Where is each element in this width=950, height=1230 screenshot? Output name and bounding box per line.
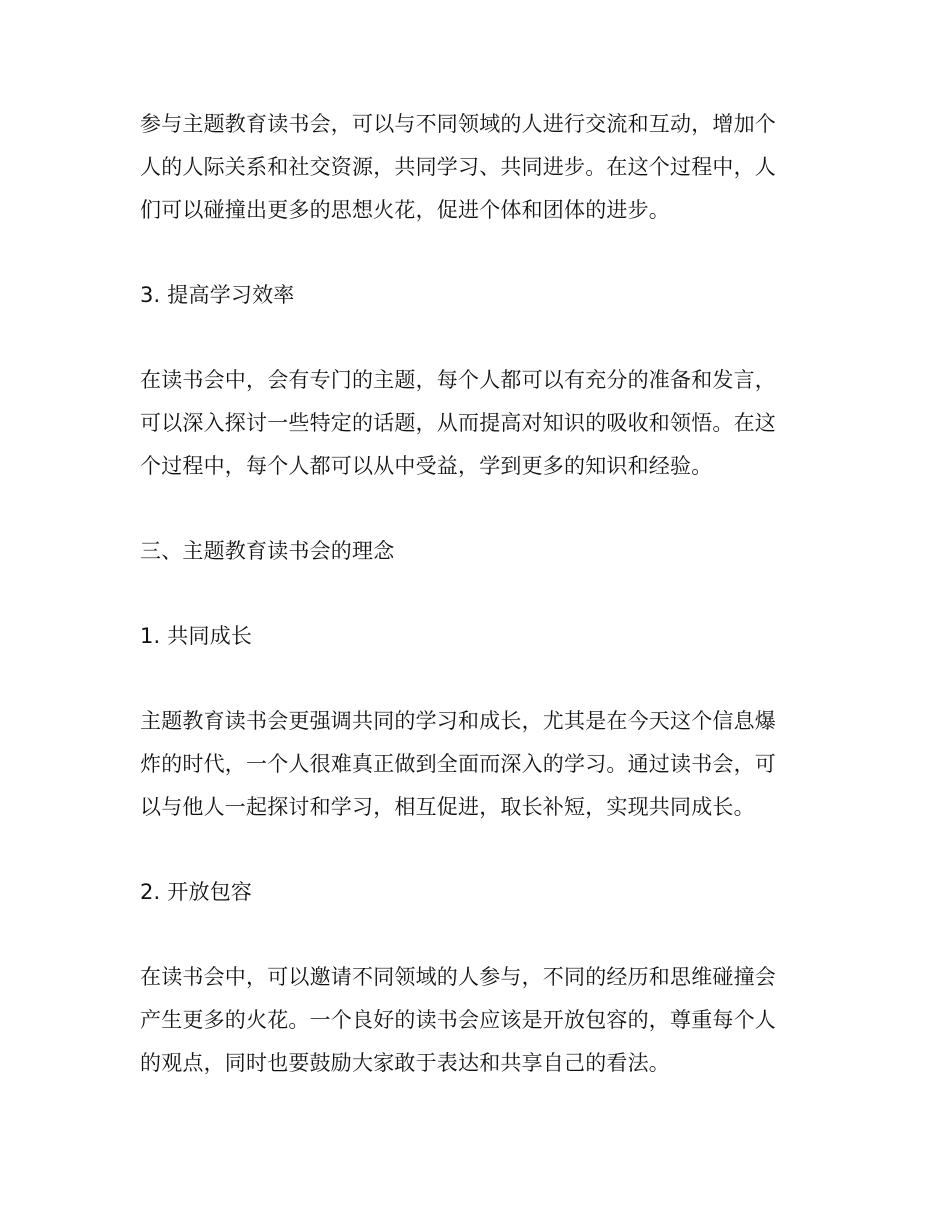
section-heading-philosophy: 三、主题教育读书会的理念 bbox=[140, 539, 395, 563]
paragraph-common-growth: 主题教育读书会更强调共同的学习和成长，尤其是在今天这个信息爆炸的时代，一个人很难真正做到全面而深入的学习。通过读书会，可以与他人一起探讨和学习，相互促进，取长补短，实现共同成长。 bbox=[140, 709, 776, 819]
paragraph-open-inclusive: 在读书会中，可以邀请不同领域的人参与，不同的经历和思维碰撞会产生更多的火花。一个良好的读书会应该是开放包容的，尊重每个人的观点，同时也要鼓励大家敢于表达和共享自己的看法。 bbox=[140, 965, 776, 1075]
heading-common-growth: 1. 共同成长 bbox=[140, 624, 253, 648]
paragraph-efficiency: 在读书会中，会有专门的主题，每个人都可以有充分的准备和发言，可以深入探讨一些特定的话题，从而提高对知识的吸收和领悟。在这个过程中，每个人都可以从中受益，学到更多的知识和经验。 bbox=[140, 368, 776, 478]
paragraph-social-exchange: 参与主题教育读书会，可以与不同领域的人进行交流和互动，增加个人的人际关系和社交资源，共同学习、共同进步。在这个过程中，人们可以碰撞出更多的思想火花，促进个体和团体的进步。 bbox=[140, 112, 776, 222]
heading-improve-efficiency: 3. 提高学习效率 bbox=[140, 283, 295, 307]
heading-open-inclusive: 2. 开放包容 bbox=[140, 880, 253, 904]
document-body bbox=[140, 103, 796, 1127]
